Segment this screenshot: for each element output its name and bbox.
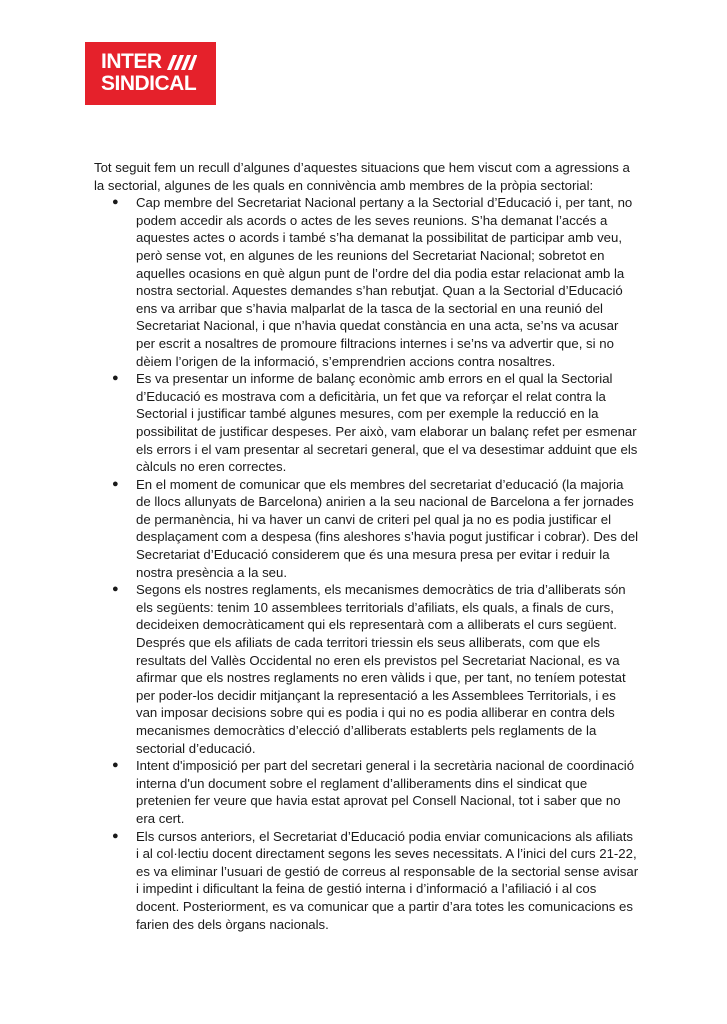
list-item-text: Intent d'imposició per part del secretari general i la secretària nacional de coordinació interna d'un document sobre el reglament d’alliberaments dins el sindicat que pretenien fer veure que havia estat aprovat pel Consell Nacional, tot i saber que no era cert. (136, 758, 635, 826)
bullet-icon: ● (112, 583, 119, 596)
bullet-icon: ● (112, 759, 119, 772)
list-item (94, 757, 639, 827)
bullet-icon: ● (112, 372, 119, 385)
list-item (94, 828, 639, 934)
list-item (94, 370, 639, 476)
intersindical-logo (85, 42, 216, 105)
intro-paragraph: Tot seguit fem un recull d’algunes d’aquestes situacions que hem viscut com a agressions a la sectorial, algunes de les quals en connivència amb membres de la pròpia sectorial: (94, 160, 630, 193)
list-item (94, 581, 639, 757)
document-body (94, 159, 639, 933)
list-item-text: Es va presentar un informe de balanç econòmic amb errors en el qual la Sectorial d’Educació es mostrava com a deficitària, un fet que va reforçar el relat contra la Sectorial i justificar també algunes mesures, com per exemple la reducció en la possibilitat de justificar despeses. Per això, vam elaborar un balanç refet per esmenar els errors i el vam presentar al secretari general, que el va desestimar adduint que els càlculs no eren correctes. (136, 371, 638, 475)
bullet-icon: ● (112, 829, 119, 842)
incident-list (94, 194, 639, 933)
logo-line-1: INTER (101, 50, 162, 73)
list-item (94, 194, 639, 370)
list-item (94, 476, 639, 582)
list-item-text: En el moment de comunicar que els membres del secretariat d’educació (la majoria de llocs allunyats de Barcelona) anirien a la seu nacional de Barcelona a fer jornades de permanència, hi va haver un canvi de criteri pel qual ja no es podia justificar el desplaçament com a despesa (fins aleshores s’havia pogut justificar i cobrar). Des del Secretariat d’Educació considerem que és una mesura presa per evitar i reduir la nostra presència a la seu. (136, 476, 639, 580)
bullet-icon: ● (112, 196, 119, 209)
list-item-text: Cap membre del Secretariat Nacional pertany a la Sectorial d’Educació i, per tant, no podem accedir als acords o actes de les seves reunions. S’ha demanat l’accés a aquestes actes o acords i també s’ha demanat la possibilitat de participar amb veu, però sense vot, en algunes de les reunions del Secretariat Nacional; sobretot en aquelles ocasions en què algun punt de l’ordre del dia podia estar relacionat amb la nostra sectorial. Aquestes demandes s’han rebutjat. Quan a la Sectorial d’Educació ens va arribar que s’havia malparlat de la tasca de la sectorial en una reunió del Secretariat Nacional, i que n’havia quedat constància en una acta, se’ns va acusar per escrit a nosaltres de promoure filtracions internes i se’ns va advertir que, si no dèiem l’origen de la informació, s’emprendrien accions contra nosaltres. (136, 195, 633, 369)
list-item-text: Segons els nostres reglaments, els mecanismes democràtics de tria d’alliberats són els següents: tenim 10 assemblees territorials d’afiliats, els quals, a finals de curs, decideixen democràticament qui els representarà com a alliberats el curs següent. Després que els afiliats de cada territori triessin els seus alliberats, com que els resultats del Vallès Occidental no eren els previstos pel Secretariat Nacional, es va afirmar que els nostres reglaments no eren vàlids i que, per tant, no teníem potestat per poder-los decidir mitjançant la representació a les Assemblees Territorials, i es van imposar decisions sobre qui es podia i qui no es podia alliberar en contra dels mecanismes democràtics d’elecció d’alliberats establerts pels reglaments de la sectorial d’educació. (136, 582, 626, 756)
bullet-icon: ● (112, 477, 119, 490)
list-item-text: Els cursos anteriors, el Secretariat d’Educació podia enviar comunicacions als afiliats i al col·lectiu docent directament segons les seves necessitats. A l’inici del curs 21-22, es va eliminar l’usuari de gestió de correus al responsable de la sectorial sense avisar i impedint i dificultant la feina de gestió interna i d’informació a l’afiliació i al cos docent. Posteriorment, es va comunicar que a partir d’ara totes les comunicacions es farien des dels òrgans nacionals. (136, 828, 639, 932)
logo-slashes-icon (167, 55, 197, 70)
logo-line-2: SINDICAL (101, 72, 197, 95)
